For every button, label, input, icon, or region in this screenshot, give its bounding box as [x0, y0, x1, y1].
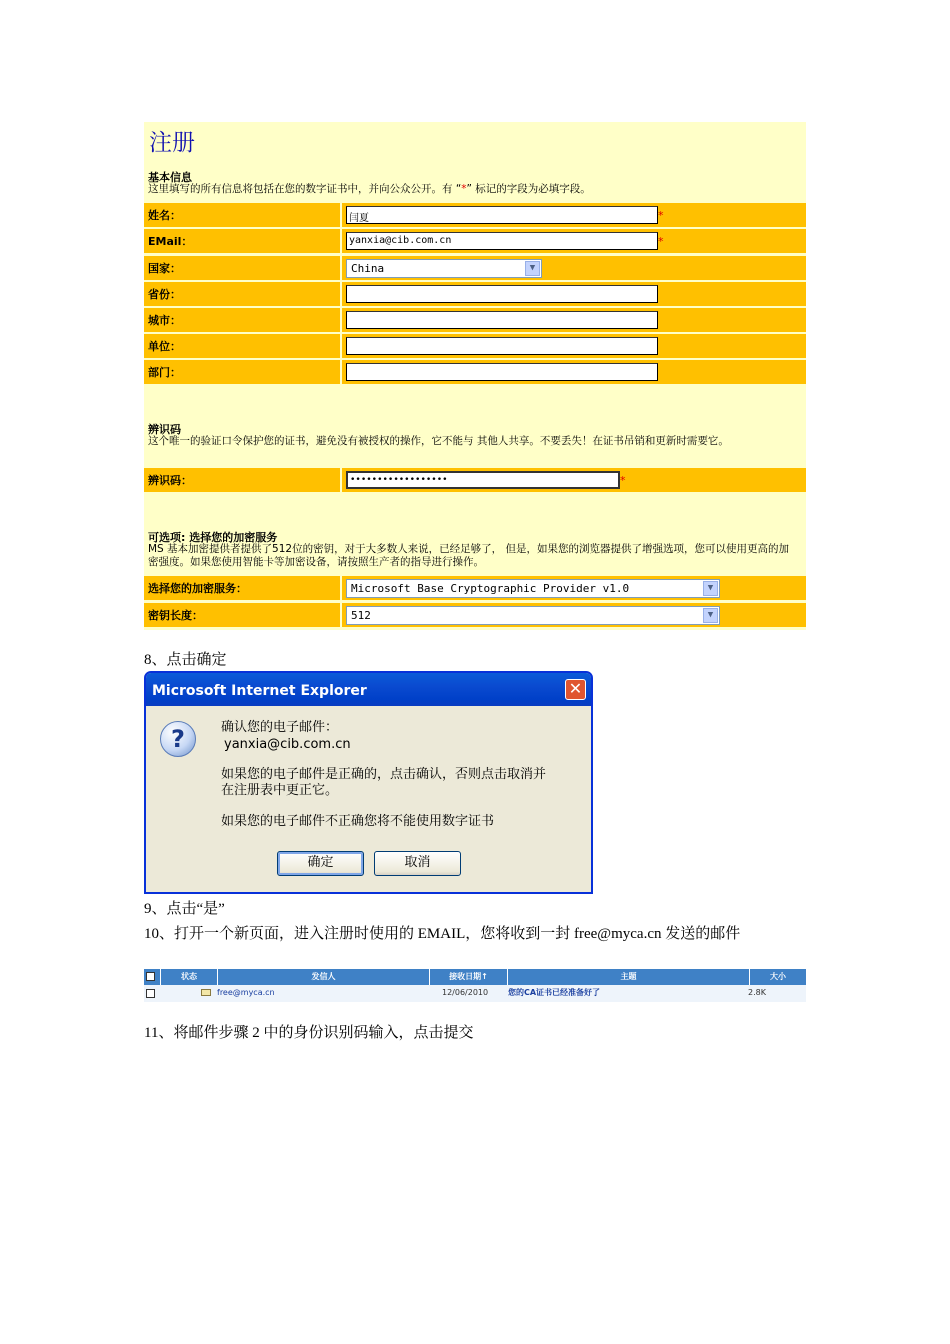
country-label: 国家： — [144, 256, 342, 280]
dialog-line-warning: 如果您的电子邮件不正确您将不能使用数字证书 — [221, 814, 495, 829]
mail-row-checkbox[interactable] — [146, 989, 155, 998]
basic-info-heading: 基本信息 — [148, 171, 192, 184]
country-select[interactable]: China ▼ — [346, 259, 542, 278]
pin-heading: 辨识码 — [148, 423, 181, 436]
key-length-select[interactable]: 512 ▼ — [346, 606, 720, 625]
header-from[interactable]: 发信人 — [217, 969, 429, 985]
mail-list — [144, 969, 806, 1002]
field-row-pin — [144, 468, 806, 492]
form-title: 注册 — [149, 130, 195, 156]
department-label: 部门： — [144, 360, 342, 384]
header-date[interactable]: 接收日期↑ — [429, 969, 507, 985]
envelope-icon — [201, 989, 211, 996]
required-star: * — [620, 474, 626, 487]
organization-label: 单位： — [144, 334, 342, 358]
province-input[interactable] — [346, 285, 658, 303]
header-size[interactable]: 大小 — [749, 969, 806, 985]
crypto-provider-label: 选择您的加密服务： — [144, 576, 342, 600]
basic-info-description: 这里填写的所有信息将包括在您的数字证书中，并向公众公开。有 “*” 标记的字段为必填字段。 — [148, 183, 591, 195]
step-10-text: 10、打开一个新页面，进入注册时使用的 EMAIL，您将收到一封 free@myca.cn 发送的邮件 — [144, 926, 741, 942]
mail-list-header — [144, 969, 806, 985]
dialog-line-confirm: 确认您的电子邮件： — [221, 720, 339, 735]
pin-password-input[interactable]: •••••••••••••••••• — [346, 471, 620, 489]
header-status[interactable]: 状态 — [160, 969, 217, 985]
city-input[interactable] — [346, 311, 658, 329]
dialog-title: Microsoft Internet Explorer — [152, 683, 367, 699]
mail-from[interactable]: free@myca.cn — [217, 988, 275, 997]
province-label: 省份： — [144, 282, 342, 306]
dialog-line-email: yanxia@cib.com.cn — [224, 737, 351, 752]
chevron-down-icon[interactable]: ▼ — [703, 581, 718, 596]
dialog-titlebar — [146, 673, 591, 706]
pin-description: 这个唯一的验证口令保护您的证书，避免没有被授权的操作，它不能与 其他人共享。不要丢失！在证书吊销和更新时需要它。 — [148, 435, 729, 447]
field-row-department — [144, 360, 806, 384]
field-row-organization — [144, 334, 806, 358]
mail-row[interactable] — [144, 985, 806, 1002]
city-label: 城市： — [144, 308, 342, 332]
select-all-checkbox[interactable] — [146, 972, 155, 981]
name-label: 姓名： — [144, 203, 342, 227]
crypto-provider-select[interactable]: Microsoft Base Cryptographic Provider v1.0 ▼ — [346, 579, 720, 598]
mail-size: 2.8K — [748, 988, 766, 997]
pin-label: 辨识码： — [144, 468, 342, 492]
field-row-name — [144, 203, 806, 227]
field-row-country — [144, 256, 806, 280]
email-label: EMail： — [144, 229, 342, 253]
crypto-heading: 可选项: 选择您的加密服务 — [148, 531, 278, 544]
step-9-text: 9、点击“是” — [144, 901, 225, 917]
organization-input[interactable] — [346, 337, 658, 355]
question-icon: ? — [160, 721, 196, 757]
field-row-key-length — [144, 603, 806, 627]
email-input[interactable]: yanxia@cib.com.cn — [346, 232, 658, 250]
registration-form-screenshot — [144, 122, 806, 630]
confirm-dialog — [144, 671, 593, 894]
step-8-text: 8、点击确定 — [144, 652, 227, 668]
field-row-city — [144, 308, 806, 332]
chevron-down-icon[interactable]: ▼ — [703, 608, 718, 623]
department-input[interactable] — [346, 363, 658, 381]
field-row-email — [144, 229, 806, 253]
ok-button[interactable]: 确定 — [277, 851, 364, 876]
header-subject[interactable]: 主题 — [507, 969, 749, 985]
mail-subject[interactable]: 您的CA证书已经准备好了 — [508, 988, 601, 997]
field-row-province — [144, 282, 806, 306]
dialog-line-instruction-cont: 在注册表中更正它。 — [221, 783, 339, 798]
dialog-line-instruction: 如果您的电子邮件是正确的，点击确认，否则点击取消并 — [221, 767, 547, 782]
crypto-description: MS 基本加密提供者提供了512位的密钥，对于大多数人来说，已经足够了， 但是，如果您的浏览器提供了增强选项，您可以使用更高的加密强度。如果您使用智能卡等加密设备，请按照生产者的指导进行操作。 — [148, 543, 789, 568]
close-icon[interactable]: ✕ — [565, 679, 586, 700]
field-row-crypto-provider — [144, 576, 806, 600]
cancel-button[interactable]: 取消 — [374, 851, 461, 876]
key-length-label: 密钥长度： — [144, 603, 342, 627]
chevron-down-icon[interactable]: ▼ — [525, 261, 540, 276]
step-11-text: 11、将邮件步骤 2 中的身份识别码输入，点击提交 — [144, 1025, 474, 1041]
name-input[interactable]: 闫夏 — [346, 206, 658, 224]
required-star: * — [658, 209, 664, 222]
required-star: * — [658, 235, 664, 248]
mail-date: 12/06/2010 — [442, 988, 489, 997]
